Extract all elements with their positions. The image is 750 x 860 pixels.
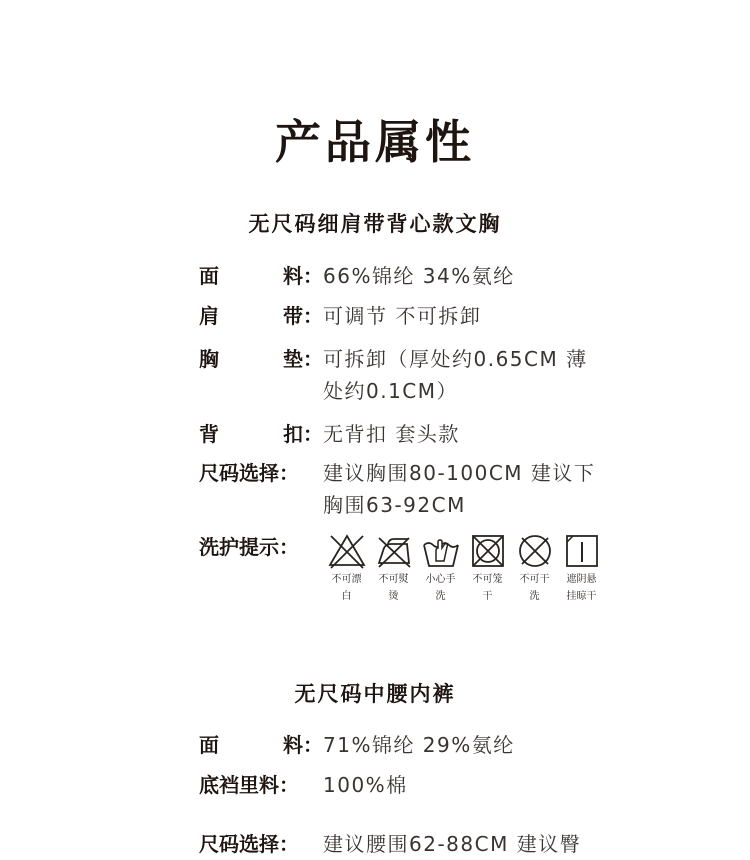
line-dry-shade-icon — [562, 531, 602, 571]
care-icons — [323, 531, 605, 605]
no-tumble-dry-icon — [468, 531, 508, 571]
care-item: 不可熨 烫 — [370, 531, 417, 605]
row-value: 可调节 不可拆卸 — [323, 304, 482, 328]
row-value: 100%棉 — [323, 773, 408, 797]
row-value: 建议腰围62-88CM 建议臀 — [323, 832, 582, 856]
row-value: 71%锦纶 29%氨纶 — [323, 733, 515, 757]
page-title: 产品属性 — [275, 115, 475, 169]
row-value: 无背扣 套头款 — [323, 422, 460, 446]
row-label: 背 扣： — [199, 422, 323, 446]
bra-strap-row — [199, 300, 623, 332]
care-item: 遮阴悬 挂晾干 — [558, 531, 605, 605]
no-dry-clean-icon — [515, 531, 555, 571]
care-item: 不可漂 白 — [323, 531, 370, 605]
care-item: 不可干 洗 — [511, 531, 558, 605]
briefs-fabric-row — [199, 729, 623, 761]
row-label: 尺码选择： — [199, 832, 299, 856]
bra-fabric-row — [199, 260, 623, 292]
row-label: 胸 垫： — [199, 347, 323, 371]
briefs-section-title: 无尺码中腰内裤 — [294, 682, 456, 706]
row-value: 66%锦纶 34%氨纶 — [323, 264, 515, 288]
row-value: 建议胸围80-100CM 建议下 胸围63-92CM — [323, 461, 596, 517]
hand-wash-icon — [421, 531, 461, 571]
no-iron-icon — [374, 531, 414, 571]
bra-care-row — [199, 531, 605, 605]
bra-size-row — [199, 457, 623, 521]
briefs-size-row — [199, 828, 623, 860]
bra-section-title: 无尺码细肩带背心款文胸 — [248, 212, 502, 236]
row-label: 洗护提示： — [199, 535, 299, 559]
row-label: 面 料： — [199, 264, 323, 288]
row-label: 尺码选择： — [199, 461, 299, 485]
row-label: 面 料： — [199, 733, 323, 757]
care-item: 不可笼 干 — [464, 531, 511, 605]
row-label: 肩 带： — [199, 304, 323, 328]
bra-pad-row — [199, 343, 623, 407]
row-value: 可拆卸（厚处约0.65CM 薄 处约0.1CM） — [323, 347, 588, 403]
bra-clasp-row — [199, 418, 623, 450]
row-label: 底裆里料： — [199, 773, 299, 797]
no-bleach-icon — [327, 531, 367, 571]
briefs-lining-row — [199, 769, 623, 801]
care-item: 小心手 洗 — [417, 531, 464, 605]
